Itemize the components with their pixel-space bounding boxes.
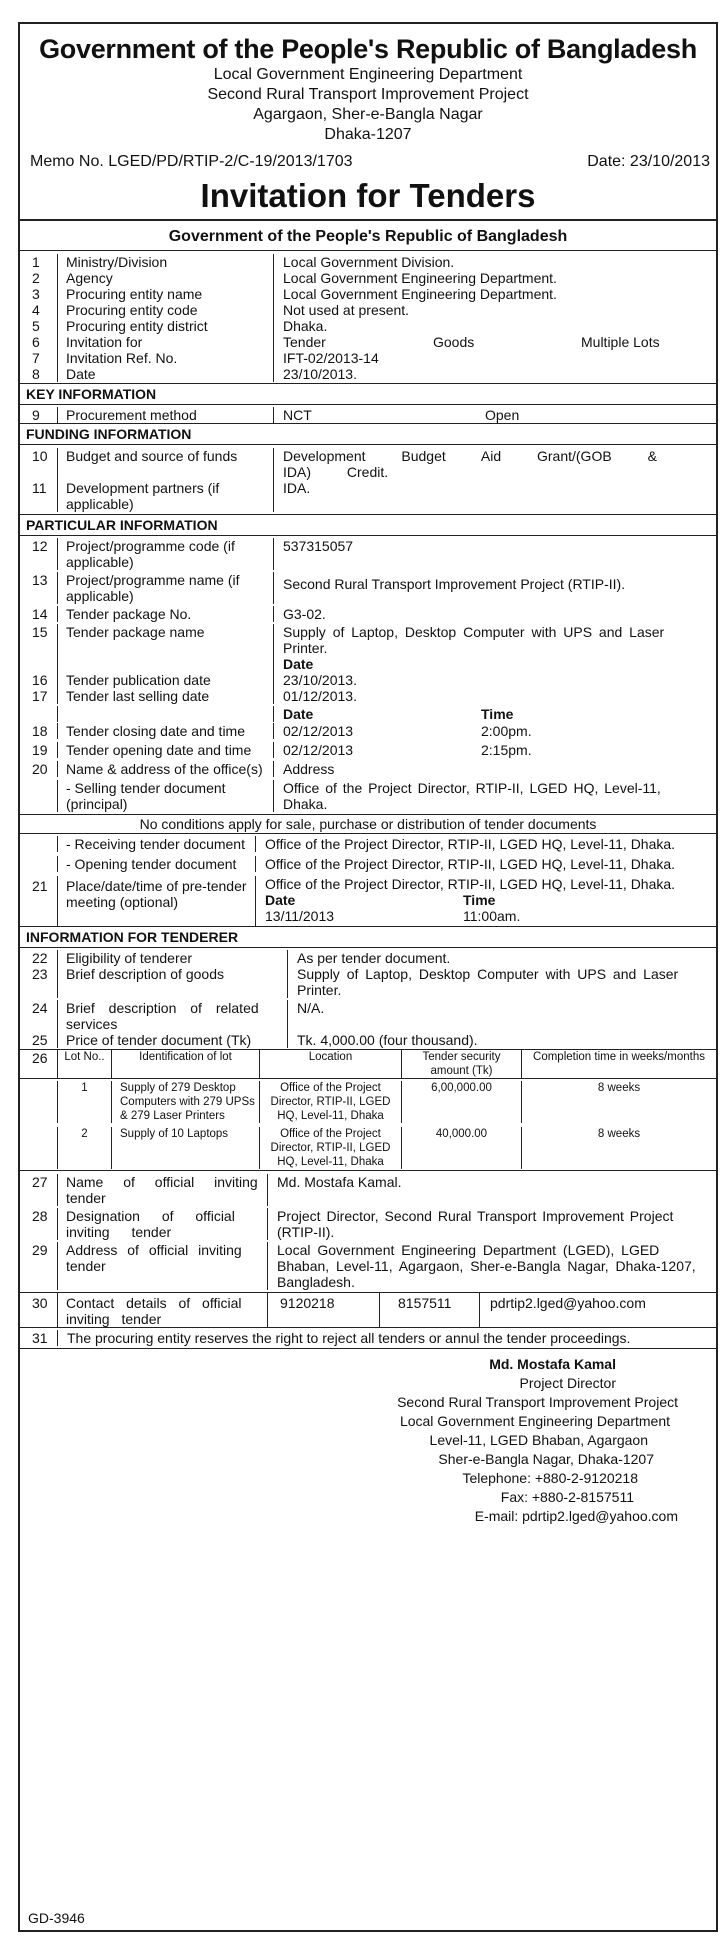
table-row: 15 Tender package name Supply of Laptop, Desktop Computer with UPS and Laser Printer.: [20, 622, 716, 656]
contact-email: pdrtip2.lged@yahoo.com: [490, 1295, 646, 1311]
general-info-table: [20, 250, 716, 383]
table-row: 11 Development partners (if applicable) IDA.: [20, 480, 716, 514]
contact-telephone: 9120218: [268, 1293, 380, 1327]
contact-fax: 8157511: [380, 1293, 480, 1327]
section-particular-information: PARTICULAR INFORMATION: [20, 514, 716, 536]
address-line-1: Agargaon, Sher-e-Bangla Nagar: [253, 106, 483, 123]
date-heading: Date: [283, 656, 314, 672]
lots-table-header: 26 Lot No.. Identification of lot Location Tender security amount (Tk) Completion time in weeks/months: [20, 1049, 716, 1078]
date-heading: Date: [265, 892, 296, 908]
table-row: [20, 656, 716, 672]
invitation-for-goods: Goods: [433, 334, 475, 350]
date-heading: Date: [283, 706, 314, 722]
table-row: 9 Procurement method NCT Open: [20, 405, 716, 423]
memo-date: Date: 23/10/2013: [587, 153, 710, 170]
table-row: 28 Designation of official inviting tender Project Director, Second Rural Transport Improvement Project (RTIP-II).: [20, 1206, 716, 1240]
section-funding-information: FUNDING INFORMATION: [20, 423, 716, 445]
table-row: - Selling tender document (principal) Office of the Project Director, RTIP-II, LGED HQ, Level-11, Dhaka.: [20, 777, 716, 814]
procurement-type: Open: [485, 407, 520, 423]
signatory-title: Project Director: [519, 1375, 616, 1391]
subtitle: Government of the People's Republic of Bangladesh: [168, 228, 568, 245]
table-row: 30 Contact details of official inviting tender 9120218 8157511 pdrtip2.lged@yahoo.com: [20, 1292, 716, 1327]
page-title: Invitation for Tenders: [200, 177, 536, 214]
table-row: 16 Tender publication date 23/10/2013.: [20, 672, 716, 688]
department-name: Local Government Engineering Department: [213, 66, 523, 83]
lot-row: 2 Supply of 10 Laptops Office of the Project Director, RTIP-II, LGED HQ, Level-11, Dhaka 40,000.00 8 weeks: [20, 1123, 716, 1170]
table-row: 13 Project/programme name (if applicable) Second Rural Transport Improvement Project (RTIP-II).: [20, 570, 716, 604]
signatory-email: E-mail: pdrtip2.lged@yahoo.com: [474, 1508, 678, 1524]
section-information-for-tenderer: INFORMATION FOR TENDERER: [20, 926, 716, 948]
invitation-for-lots: Multiple Lots: [581, 334, 660, 350]
table-row: 22 Eligibility of tenderer As per tender document.: [20, 948, 716, 966]
table-row: 31 The procuring entity reserves the right to reject all tenders or annul the tender proceedings.: [20, 1327, 716, 1349]
address-line-2: Dhaka-1207: [324, 126, 412, 143]
table-row: 19 Tender opening date and time 02/12/2013 2:15pm.: [20, 739, 716, 758]
table-row: 24 Brief description of related services N/A.: [20, 998, 716, 1032]
table-row: 21 Place/date/time of pre-tender meeting (optional) Office of the Project Director, RTIP-II, LGED HQ, Level-11, Dhaka. Date Time 13/11/2013 11:00am.: [20, 872, 716, 926]
conditions-note: No conditions apply for sale, purchase or distribution of tender documents: [20, 814, 716, 834]
table-row: 5 Procuring entity district Dhaka.: [20, 318, 716, 334]
signatory-name: Md. Mostafa Kamal: [489, 1356, 616, 1372]
memo-row: [20, 145, 716, 171]
table-row: - Receiving tender document Office of the Project Director, RTIP-II, LGED HQ, Level-11, Dhaka.: [20, 834, 716, 852]
table-row: 1 Ministry/Division Local Government Division.: [20, 251, 716, 270]
memo-number: Memo No. LGED/PD/RTIP-2/C-19/2013/1703: [30, 153, 353, 170]
lot-row: 1 Supply of 279 Desktop Computers with 279 UPSs & 279 Laser Printers Office of the Project Director, RTIP-II, LGED HQ, Level-11, Dhaka 6,00,000.00 8 weeks: [20, 1078, 716, 1123]
table-row: 2 Agency Local Government Engineering Department.: [20, 270, 716, 286]
table-row: 29 Address of official inviting tender Local Government Engineering Department (LGED), LGED Bhaban, Level-11, Agargaon, Sher-e-Bangla Nagar, Dhaka-1207, Bangladesh.: [20, 1240, 716, 1292]
procurement-method: NCT: [283, 407, 312, 423]
notice-header: [20, 34, 716, 145]
table-row: 8 Date 23/10/2013.: [20, 366, 716, 383]
table-row: 7 Invitation Ref. No. IFT-02/2013-14: [20, 350, 716, 366]
table-row: 6 Invitation for Tender Goods Multiple Lots: [20, 334, 716, 350]
time-heading: Time: [481, 706, 514, 722]
government-title: Government of the People's Republic of Bangladesh: [39, 34, 697, 64]
table-row: 14 Tender package No. G3-02.: [20, 604, 716, 622]
table-row: 27 Name of official inviting tender Md. Mostafa Kamal.: [20, 1170, 716, 1206]
footer-code: GD-3946: [28, 1910, 85, 1926]
table-row: [20, 704, 716, 722]
time-heading: Time: [463, 892, 496, 908]
table-row: - Opening tender document Office of the Project Director, RTIP-II, LGED HQ, Level-11, Dhaka.: [20, 852, 716, 872]
signature-block: Md. Mostafa Kamal Project Director Second Rural Transport Improvement Project Local Government Engineering Department Level-11, LGED Bhaban, Agargaon Sher-e-Bangla Nagar, Dhaka-1207 Telephone: +880-2-9120218 Fax: +880-2-8157511 E-mail: pdrtip2.lged@yahoo.com: [20, 1355, 716, 1526]
table-row: 25 Price of tender document (Tk) Tk. 4,000.00 (four thousand).: [20, 1032, 716, 1049]
table-row: 23 Brief description of goods Supply of Laptop, Desktop Computer with UPS and Laser Printer.: [20, 966, 716, 998]
table-row: 12 Project/programme code (if applicable) 537315057: [20, 536, 716, 570]
section-key-information: KEY INFORMATION: [20, 383, 716, 405]
table-row: 3 Procuring entity name Local Government Engineering Department.: [20, 286, 716, 302]
table-row: 18 Tender closing date and time 02/12/2013 2:00pm.: [20, 722, 716, 739]
tender-notice: [18, 22, 718, 1932]
table-row: 10 Budget and source of funds Development Budget Aid Grant/(GOB & IDA) Credit.: [20, 445, 716, 480]
invitation-for-tender: Tender: [283, 334, 326, 350]
table-row: 4 Procuring entity code Not used at present.: [20, 302, 716, 318]
project-name: Second Rural Transport Improvement Project: [207, 86, 529, 103]
table-row: 17 Tender last selling date 01/12/2013.: [20, 688, 716, 704]
table-row: 20 Name & address of the office(s) Address: [20, 758, 716, 777]
